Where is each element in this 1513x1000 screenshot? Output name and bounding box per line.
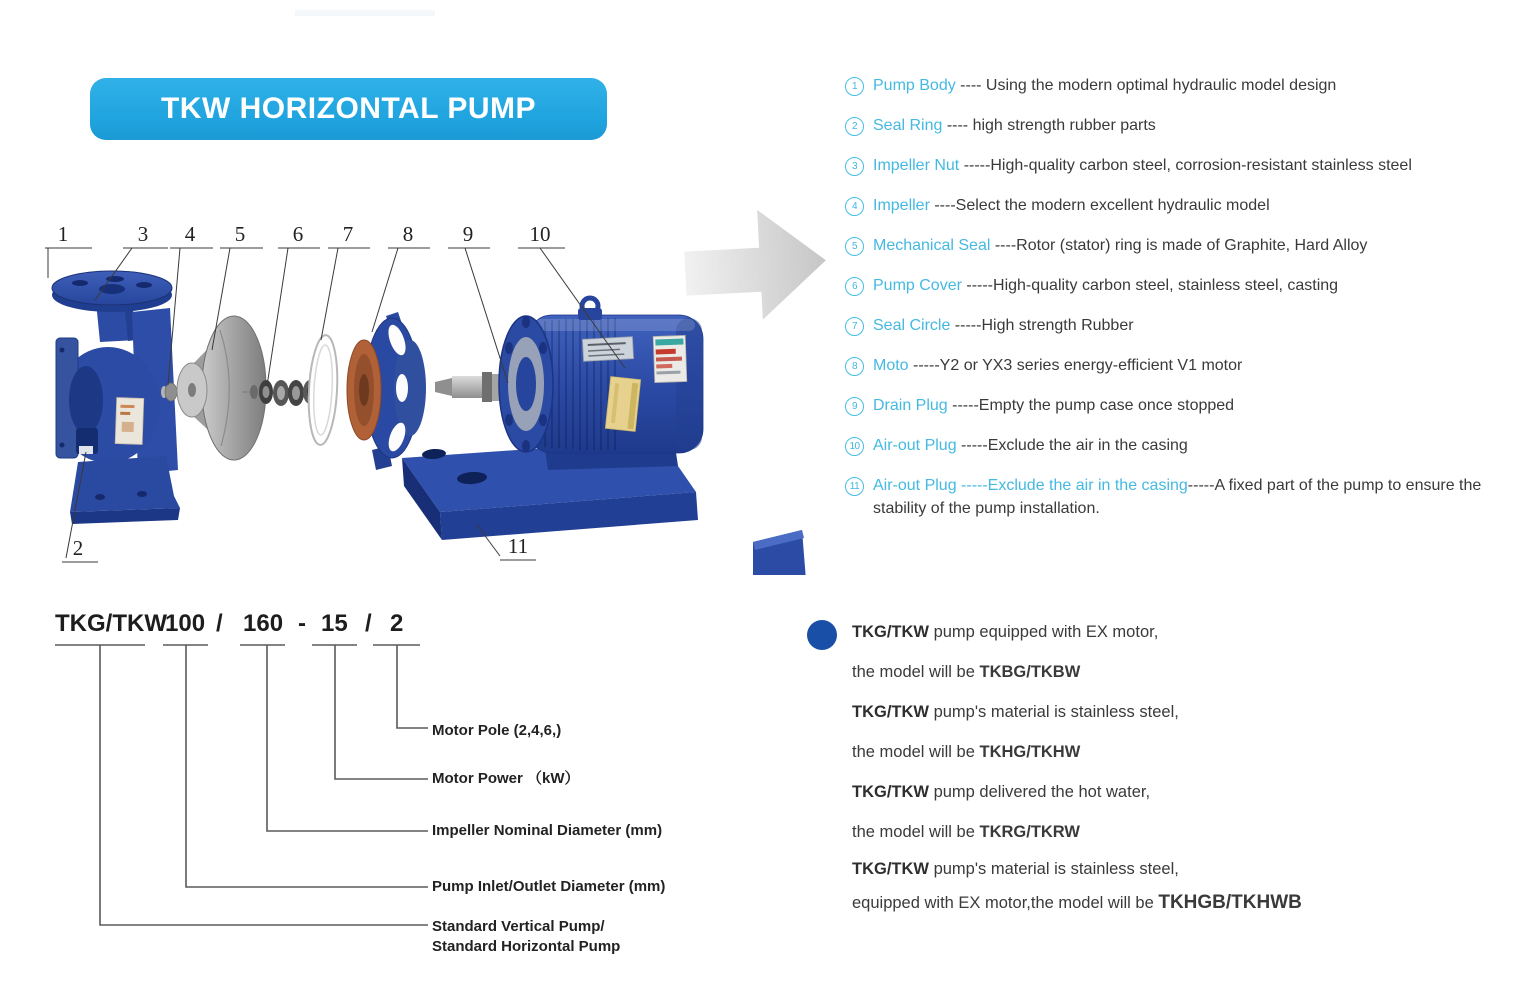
model-code-text: TKBG/TKBW (979, 662, 1081, 681)
pump-body-label (115, 398, 144, 445)
note-line: the model will be TKHG/TKHW (852, 742, 1081, 761)
item-number-badge: 11 (845, 477, 864, 496)
callout-11: 11 (507, 534, 529, 558)
parts-list-item (845, 274, 1495, 297)
callout-10: 10 (529, 222, 551, 246)
item-number-badge: 10 (845, 437, 864, 456)
item-number-badge: 6 (845, 277, 864, 296)
label-series-line1: Standard Vertical Pump/ (432, 918, 605, 935)
part-description: high strength rubber parts (972, 117, 1156, 134)
model-code-diagram (40, 595, 740, 985)
parts-list-item (845, 434, 1495, 457)
label-inlet-diameter: Pump Inlet/Outlet Diameter (mm) (432, 878, 666, 895)
item-number-badge: 7 (845, 317, 864, 336)
note-line: the model will be TKBG/TKBW (852, 662, 1081, 681)
part-name: Air-out Plug -----Exclude the air in the casing (873, 477, 1188, 494)
model-slash1: / (216, 610, 223, 637)
part-separator: ---- (942, 117, 973, 134)
part-name: Impeller (873, 197, 930, 214)
motor-flange (499, 316, 553, 452)
top-decoration (295, 10, 435, 16)
callout-9: 9 (462, 222, 474, 246)
part-separator: ----- (961, 277, 994, 294)
parts-list-item (845, 474, 1495, 520)
model-series: TKG/TKW (55, 610, 167, 637)
part-name: Seal Ring (873, 117, 943, 134)
model-code-text: TKHGB/TKHWB (1158, 892, 1302, 913)
label-series-line2: Standard Horizontal Pump (432, 938, 621, 955)
cropped-part-corner (753, 530, 806, 575)
model-notes (852, 612, 1482, 920)
transition-arrow-icon (682, 206, 829, 323)
part-name: Seal Circle (873, 317, 951, 334)
callout-7: 7 (342, 222, 354, 246)
part-description: Exclude the air in the casing (987, 437, 1188, 454)
part-name: Impeller Nut (873, 157, 960, 174)
parts-list-item (845, 394, 1495, 417)
callout-1: 1 (57, 222, 69, 246)
part-separator: ----- (908, 357, 940, 374)
callout-4: 4 (184, 222, 196, 246)
model-code-text: TKRG/TKRW (979, 822, 1080, 841)
model-code-header (55, 610, 403, 637)
item-number-badge: 1 (845, 77, 864, 96)
part-separator: ----- (950, 317, 982, 334)
part-description: Y2 or YX3 series energy-efficient V1 motor (939, 357, 1243, 374)
parts-list-item (845, 194, 1495, 217)
part-separator: ----- (947, 397, 979, 414)
part-separator: ---- (955, 77, 986, 94)
model-code-lines (55, 645, 428, 925)
parts-list (845, 74, 1495, 537)
part-description: Using the modern optimal hydraulic model design (985, 77, 1337, 94)
part-name: Pump Body (873, 77, 956, 94)
parts-list-item (845, 314, 1495, 337)
item-number-badge: 2 (845, 117, 864, 136)
title-banner (90, 78, 607, 140)
parts-list-item (845, 114, 1495, 137)
label-motor-pole: Motor Pole (2,4,6,) (432, 722, 562, 739)
part-name: Air-out Plug (873, 437, 957, 454)
item-number-badge: 4 (845, 197, 864, 216)
parts-list-item (845, 234, 1495, 257)
callout-8: 8 (402, 222, 414, 246)
motor (435, 298, 703, 470)
model-code-text: TKHG/TKHW (979, 742, 1081, 761)
note-line: TKG/TKW pump's material is stainless steel, (852, 859, 1179, 878)
part-name: Pump Cover (873, 277, 962, 294)
part-name: Drain Plug (873, 397, 948, 414)
part-description: High-quality carbon steel, corrosion-resistant stainless steel (990, 157, 1412, 174)
part-separator: ---- (990, 237, 1017, 254)
model-pole: 2 (390, 610, 404, 637)
note-line: the model will be TKRG/TKRW (852, 822, 1080, 841)
part-description: Empty the pump case once stopped (978, 397, 1235, 414)
pump-cover (347, 312, 426, 470)
callout-3: 3 (137, 222, 149, 246)
part-separator: ----- (1187, 477, 1215, 494)
model-dash: - (298, 610, 306, 637)
callout-2: 2 (72, 536, 84, 560)
part-separator: ---- (929, 197, 956, 214)
part-description: Rotor (stator) ring is made of Graphite, Hard Alloy (1016, 237, 1368, 254)
label-impeller-diameter: Impeller Nominal Diameter (mm) (432, 822, 663, 839)
parts-list-item (845, 354, 1495, 377)
callout-5: 5 (234, 222, 246, 246)
part-separator: ----- (959, 157, 991, 174)
pump-body (52, 271, 180, 524)
note-line: TKG/TKW pump's material is stainless steel, (852, 702, 1179, 721)
motor-red-label (653, 335, 687, 382)
model-impeller: 160 (243, 610, 284, 637)
exploded-pump-diagram (20, 200, 840, 575)
item-number-badge: 8 (845, 357, 864, 376)
model-code-labels (432, 722, 665, 955)
model-inlet: 100 (165, 610, 206, 637)
item-number-badge: 9 (845, 397, 864, 416)
parts-list-item (845, 74, 1495, 97)
note-line: TKG/TKW pump equipped with EX motor, (852, 622, 1159, 641)
note-line: TKG/TKW pump delivered the hot water, (852, 782, 1151, 801)
part-description: High-quality carbon steel, stainless steel, casting (993, 277, 1339, 294)
part-name: Mechanical Seal (873, 237, 991, 254)
part-description: A fixed part of the pump to ensure the stability of the pump installation. (873, 477, 1482, 517)
motor-nameplate (582, 337, 633, 362)
bullet-icon (807, 620, 837, 650)
page-title: TKW HORIZONTAL PUMP (160, 92, 537, 125)
seal-circle-ring (306, 334, 340, 445)
callout-6: 6 (292, 222, 304, 246)
item-number-badge: 3 (845, 157, 864, 176)
motor-yellow-label (605, 377, 640, 432)
note-line: equipped with EX motor,the model will be TKHGB/TKHWB (852, 892, 1302, 913)
parts-list-item (845, 154, 1495, 177)
part-description: High strength Rubber (981, 317, 1134, 334)
part-description: Select the modern excellent hydraulic model (955, 197, 1270, 214)
item-number-badge: 5 (845, 237, 864, 256)
part-separator: ----- (956, 437, 988, 454)
label-motor-power: Motor Power （kW） (432, 770, 580, 787)
model-slash2: / (365, 610, 372, 637)
model-power: 15 (321, 610, 348, 637)
part-name: Moto (873, 357, 909, 374)
